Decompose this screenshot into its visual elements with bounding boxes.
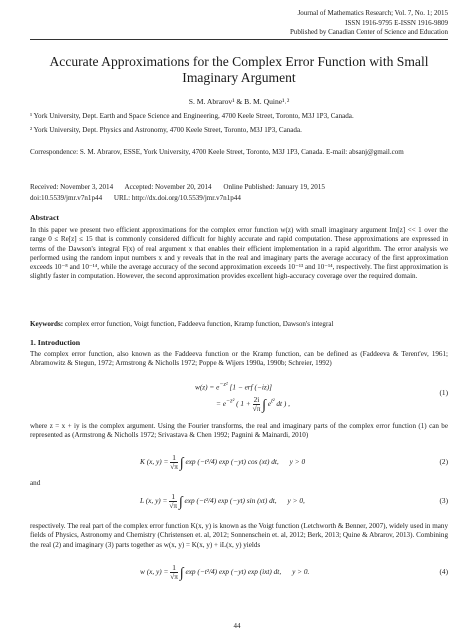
equation-4-number: (4) [439, 567, 448, 576]
affiliation-1: ¹ York University, Dept. Earth and Space Science and Engineering, 4700 Keele Street, Toronto, M3J 1P3, Canada. [30, 112, 354, 120]
equation-1-line-2: = $e^{-z^2}$ ( 1 + $\frac{2i}{√\pi}$ ∫ $e^{t^2}$ dt ) , [216, 394, 290, 413]
doi: doi:10.5539/jmr.v7n1p44 [30, 194, 103, 202]
publication-dates [30, 182, 448, 204]
equation-3-body: L (x, y) = $\frac{1}{√\pi}$ ∫ exp (−t²/4) exp (−yt) sin (xt) dt, y > 0, [140, 491, 305, 510]
page-number: 44 [233, 622, 241, 630]
paper-title: Accurate Approximations for the Complex Error Function with Small Imaginary Argument [49, 54, 429, 85]
section-heading: 1. Introduction [30, 338, 81, 347]
equation-1-line-1: $w(z) = e^{-z^2}$ [1 − erf (−iz)] [195, 382, 272, 392]
equation-1 [30, 382, 448, 418]
equation-3-number: (3) [439, 496, 448, 505]
keywords-text: complex error function, Voigt function, Faddeeva function, Kramp function, Dawson's integral [64, 320, 334, 328]
journal-line-1: Journal of Mathematics Research; Vol. 7, No. 1; 2015 [297, 9, 448, 17]
equation-2-body: K (x, y) = $\frac{1}{√\pi}$ ∫ exp (−t²/4) exp (−yt) cos (xt) dt, y > 0 [140, 452, 306, 471]
header-rule [30, 39, 448, 40]
abstract-text: In this paper we present two efficient approximations for the complex error function w(z) with small imaginary argument Im[z] << 1 over the range 0 ≤ Re[z] ≤ 15 that is commonly considered difficult for highly accurate and rapid computation. These approximations are expressed in terms of the Dawson's integral F(x) of real argument x that enables their efficient implementation in a rapid algorithm. The error analysis we performed using the random input numbers x and y reveals that in the real and imaginary parts the average accuracy of the first approximation exceeds 10⁻⁸ and 10⁻¹⁴, while the average accuracy of the second approximation exceeds 10⁻¹³ and 10⁻¹⁴, respectively. The first approximation is slightly faster in computation. However, the second approximation provides excellent high-accuracy coverage over the required domain. [30, 226, 448, 281]
journal-header [290, 9, 448, 38]
equation-3 [30, 486, 448, 516]
abstract-heading: Abstract [30, 213, 60, 222]
url-link[interactable]: URL: http://dx.doi.org/10.5539/jmr.v7n1p44 [113, 194, 241, 202]
correspondence: Correspondence: S. M. Abrarov, ESSE, York University, 4700 Keele Street, Toronto, M3J 1P3, Canada. E-mail: absanj@gmail.com [30, 148, 404, 156]
intro-paragraph-1: The complex error function, also known as the Faddeeva function or the Kramp function, can be defined as (Faddeeva & Terent'ev, 1961; Abramowitz & Stegun, 1972; Armstrong & Nicholls 1972; Poppe & Wijers 1990a, 1990b; Schreier, 1992) [30, 350, 448, 368]
keywords-label: Keywords: [30, 320, 64, 328]
equation-1-number: (1) [439, 388, 448, 397]
intro-paragraph-3: and [30, 479, 41, 487]
affiliation-2: ² York University, Dept. Physics and Astronomy, 4700 Keele Street, Toronto, M3J 1P3, Canada. [30, 126, 302, 134]
journal-publisher: Published by Canadian Center of Science and Education [289, 28, 448, 36]
equation-2 [30, 447, 448, 477]
equation-4 [30, 557, 448, 587]
intro-paragraph-4: respectively. The real part of the complex error function K(x, y) is known as the Voigt function (Letchworth & Benner, 2007), widely used in many fields of Physics, Astronomy and Chemistry (Christensen et. al, 2012; Sonnenschein et. al, 2012; Berk, 2013; Quine & Abrarov, 2013). Combining the real (2) and imaginary (3) parts together as w(x, y) = K(x, y) + iL(x, y) yields [30, 522, 448, 549]
online-date: Online Published: January 19, 2015 [223, 183, 325, 191]
journal-issn: ISSN 1916-9795 E-ISSN 1916-9809 [345, 18, 448, 27]
received-date: Received: November 3, 2014 [30, 183, 114, 191]
intro-paragraph-2: where z = x + iy is the complex argument. Using the Fourier transforms, the real and imaginary parts of the complex error function (1) can be represented as (Armstrong & Nicholls 1972; Srivastava & Chen 1992; Pagnini & Mainardi, 2010) [30, 422, 448, 440]
keywords [30, 320, 448, 328]
authors: S. M. Abrarov¹ & B. M. Quine¹˒² [188, 97, 290, 106]
equation-4-body: w (x, y) = $\frac{1}{√\pi}$ ∫ exp (−t²/4) exp (−yt) exp (ixt) dt, y > 0. [140, 562, 310, 581]
accepted-date: Accepted: November 20, 2014 [124, 183, 212, 191]
equation-2-number: (2) [439, 457, 448, 466]
